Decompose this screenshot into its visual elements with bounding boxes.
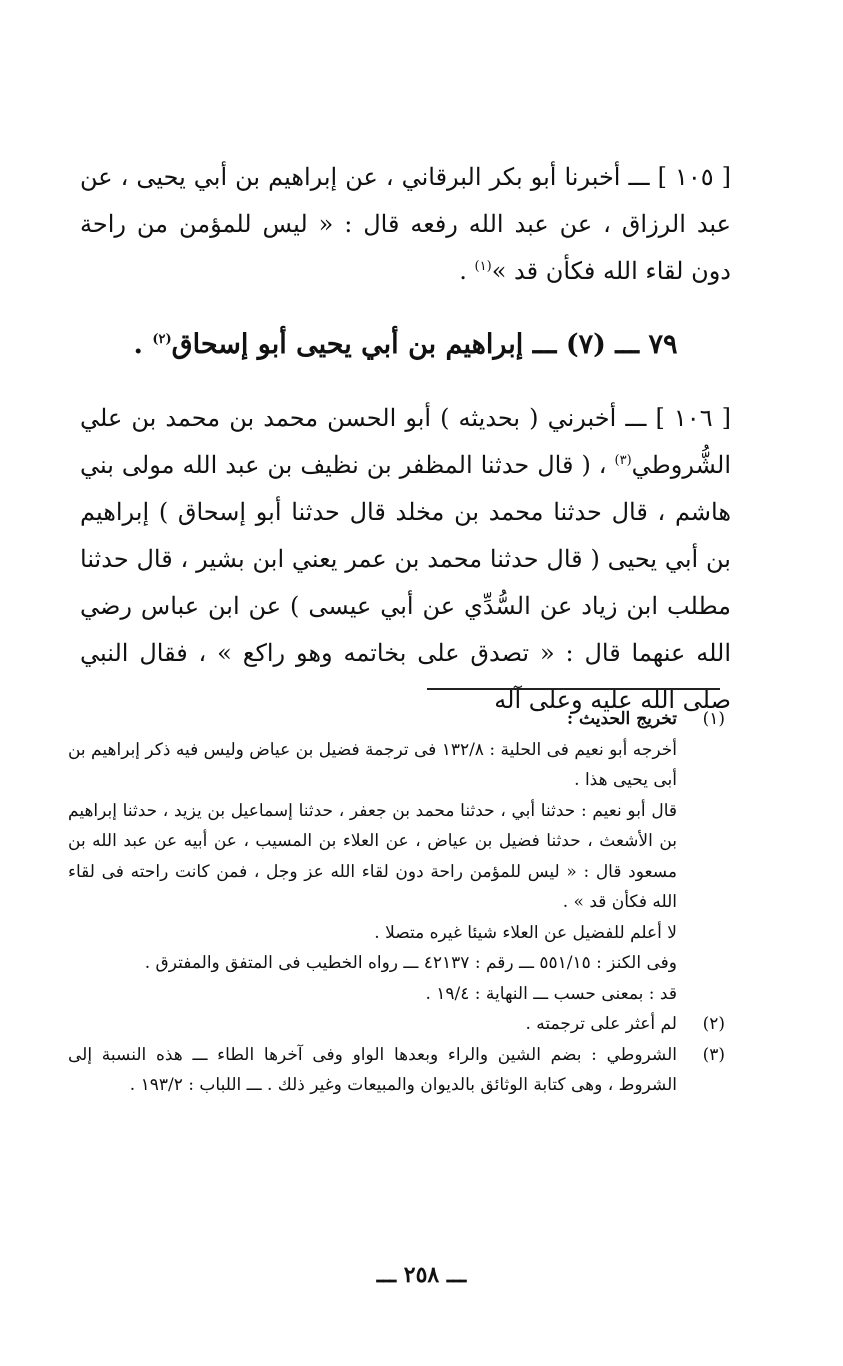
footnote-1 <box>68 704 725 1009</box>
heading-end: . <box>133 329 153 360</box>
footnote-1-para-3: لا أعلم للفضيل عن العلاء شيئا غيره متصلا . <box>374 922 677 943</box>
main-text <box>80 154 731 724</box>
hadith-106 <box>80 395 731 724</box>
hadith-105-text: [ ١٠٥ ] ـــ أخبرنا أبو بكر البرقاني ، عن إبراهيم بن أبي يحيى ، عن عبد الرزاق ، عن عبد الله رفعه قال : « ليس للمؤمن من راحة دون لقاء الله فكأن قد » <box>80 163 731 285</box>
page-number: ـــ ٢٥٨ ـــ <box>376 1262 467 1288</box>
footnote-1-para-2: قال أبو نعيم : حدثنا أبي ، حدثنا محمد بن جعفر ، حدثنا إسماعيل بن يزيد ، حدثنا إبراهيم بن الأشعث ، حدثنا فضيل بن عياض ، عن العلاء بن المسيب ، عن أبيه عن عبد الله بن مسعود قال : « ليس للمؤمن راحة دون لقاء الله عز وجل ، فمن كانت راحته فى لقاء الله فكأن قد » . <box>68 800 677 912</box>
footnote-1-para-4: وفى الكنز : ٥٥١/١٥ ـــ رقم : ٤٢١٣٧ ـــ رواه الخطيب فى المتفق والمفترق . <box>144 953 677 973</box>
footnote-3 <box>68 1040 725 1101</box>
heading-text: ٧٩ ـــ (٧) ـــ إبراهيم بن أبي يحيى أبو إسحاق <box>171 329 678 360</box>
footnote-1-title: تخريج الحديث : <box>566 709 677 729</box>
footnote-ref-3: (٣) <box>614 453 632 468</box>
footnotes <box>68 704 725 1101</box>
footnote-ref-2: (٢) <box>152 332 172 347</box>
footnote-ref-1: (١) <box>474 259 492 274</box>
footnote-separator <box>427 688 720 690</box>
footnote-2-number: (٢) <box>702 1014 725 1034</box>
footnote-3-number: (٣) <box>702 1044 725 1065</box>
footnote-1-body <box>68 704 677 1009</box>
footnote-1-para-5: قد : بمعنى حسب ـــ النهاية : ١٩/٤ . <box>425 983 677 1004</box>
footnote-1-number: (١) <box>702 709 725 729</box>
hadith-105-end: . <box>459 257 475 285</box>
footnote-2-text: لم أعثر على ترجمته . <box>525 1014 677 1034</box>
hadith-106-part1: [ ١٠٦ ] ـــ أخبرني ( بحديثه ) أبو الحسن محمد بن محمد بن علي الشُّروطي <box>80 404 732 479</box>
section-heading <box>80 325 731 365</box>
footnote-2-body <box>68 1009 677 1040</box>
footnote-2 <box>68 1009 725 1040</box>
hadith-106-part2: ، ( قال حدثنا المظفر بن نظيف بن عبد الله مولى بني هاشم ، قال حدثنا محمد بن مخلد قال حدثنا أبو إسحاق ) إبراهيم بن أبي يحيى ( قال حدثنا محمد بن عمر يعني ابن بشير ، قال حدثنا مطلب ابن زياد عن السُّدِّي عن أبي عيسى ) عن ابن عباس رضي الله عنهما قال : « تصدق على بخاتمه وهو راكع » ، فقال النبي صلى الله عليه وعلى آله <box>80 451 731 714</box>
hadith-105 <box>80 154 731 295</box>
footnote-1-para-1: أخرجه أبو نعيم فى الحلية : ١٣٢/٨ فى ترجمة فضيل بن عياض وليس فيه ذكر إبراهيم بن أبى يحيى هذا . <box>67 739 677 790</box>
footnote-3-text: الشروطي : بضم الشين والراء وبعدها الواو وفى آخرها الطاء ـــ هذه النسبة إلى الشروط ، وهى كتابة الوثائق بالديوان والمبيعات وغير ذلك . ـــ اللباب : ١٩٣/٢ . <box>68 1044 677 1095</box>
footnote-3-body <box>68 1040 677 1101</box>
